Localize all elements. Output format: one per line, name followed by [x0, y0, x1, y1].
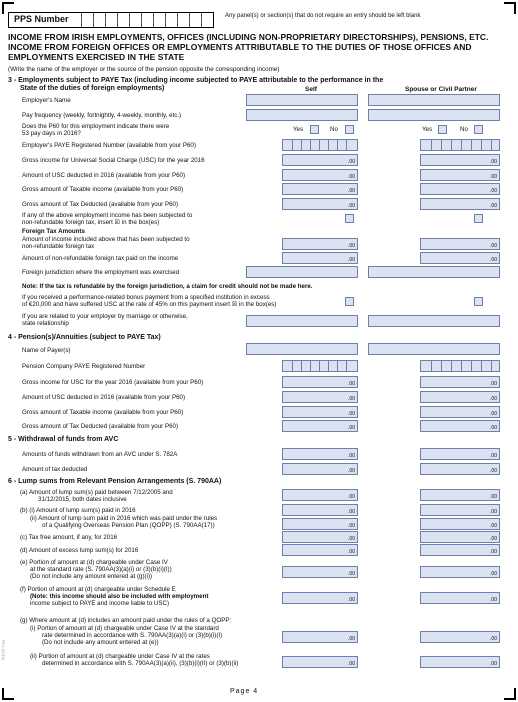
pay-frequency-label: Pay frequency (weekly, fortnightly, 4-weekly, monthly, etc.): [22, 112, 182, 119]
spouse-relationship-input[interactable]: [368, 315, 500, 327]
self-tax-free-c-input[interactable]: .00: [282, 531, 358, 543]
spouse-no-label: No: [460, 126, 468, 133]
refundable-tax-note: Note: If the tax is refundable by the foreign jurisdiction, a claim for credit should not be made here.: [22, 283, 313, 290]
self-avc-tax-deducted-input[interactable]: .00: [282, 463, 358, 475]
crop-mark-bottom-left: [2, 688, 14, 700]
spouse-lump-sum-a-input[interactable]: .00: [420, 489, 500, 501]
spouse-tax-free-c-input[interactable]: .00: [420, 531, 500, 543]
spouse-53-days-yes-checkbox[interactable]: [438, 125, 447, 134]
spouse-lump-sum-bi-input[interactable]: .00: [420, 504, 500, 516]
self-payer-name-input[interactable]: [246, 343, 358, 355]
foreign-tax-amounts-heading: Foreign Tax Amounts: [22, 228, 85, 235]
spouse-avc-withdrawn-input[interactable]: .00: [420, 448, 500, 460]
foreign-jurisdiction-label: Foreign jurisdiction where the employment was exercised: [22, 269, 180, 276]
self-employer-paye-input[interactable]: [282, 139, 358, 151]
self-foreign-jurisdiction-input[interactable]: [246, 266, 358, 278]
spouse-income-subjected-input[interactable]: .00: [420, 238, 500, 250]
spouse-qopp-gii-input[interactable]: .00: [420, 656, 500, 668]
spouse-qopp-gi-input[interactable]: .00: [420, 631, 500, 643]
spouse-bonus-usc-checkbox[interactable]: [474, 297, 483, 306]
bonus-usc-label: If you received a performance-related bonus payment from a specified institution in excess: [22, 294, 270, 301]
self-lump-sum-bi-input[interactable]: .00: [282, 504, 358, 516]
self-pay-frequency-input[interactable]: [246, 109, 358, 121]
spouse-gross-usc-input[interactable]: .00: [420, 154, 500, 166]
self-usc-deducted-input[interactable]: .00: [282, 169, 358, 181]
section-3-heading-cont: State of the duties of foreign employments): [20, 85, 165, 92]
section-6-heading: 6 - Lump sums from Relevant Pension Arrangements (S. 790AA): [8, 478, 222, 485]
spouse-pension-tax-deducted-input[interactable]: .00: [420, 420, 500, 432]
section-4-heading: 4 - Pension(s)/Annuities (subject to PAYE Tax): [8, 334, 161, 341]
payer-name-label: Name of Payer(s): [22, 347, 71, 354]
spouse-pension-paye-input[interactable]: [420, 360, 500, 372]
avc-tax-deducted-label: Amount of tax deducted: [22, 466, 88, 473]
self-gross-taxable-input[interactable]: .00: [282, 183, 358, 195]
employer-name-label: Employer's Name: [22, 97, 71, 104]
crop-mark-bottom-right: [504, 688, 516, 700]
income-subjected-label-cont: non-refundable foreign tax: [22, 243, 95, 250]
section-5-heading: 5 - Withdrawal of funds from AVC: [8, 436, 119, 443]
qopp-gii-label: (ii) Portion of amount at (d) chargeable under Case IV at the rates: [30, 653, 210, 660]
pension-usc-deducted-label: Amount of USC deducted in 2016 (available from your P60): [22, 394, 186, 401]
qopp-g-label: (g) Where amount at (d) includes an amount paid under the rules of a QOPP:: [20, 617, 232, 624]
pension-tax-deducted-label: Gross amount of Tax Deducted (available from your P60): [22, 423, 179, 430]
spouse-employer-name-input[interactable]: [368, 94, 500, 106]
spouse-payer-name-input[interactable]: [368, 343, 500, 355]
qopp-gi-label-note: (Do not include any amount entered at (e)): [42, 639, 159, 646]
gross-usc-label: Gross income for Universal Social Charge (USC) for the year 2016: [22, 157, 205, 164]
lump-sum-bii-label: (ii) Amount of lump sum paid in 2016 which was paid under the rules: [30, 515, 218, 522]
case-iv-e-label: (e) Portion of amount at (d) chargeable under Case IV: [20, 559, 168, 566]
self-lump-sum-a-input[interactable]: .00: [282, 489, 358, 501]
spouse-foreign-tax-checkbox[interactable]: [474, 214, 483, 223]
self-excess-d-input[interactable]: .00: [282, 544, 358, 556]
spouse-avc-tax-deducted-input[interactable]: .00: [420, 463, 500, 475]
p60-53-days-label: Does the P60 for this employment indicate there were: [22, 123, 170, 130]
self-qopp-gii-input[interactable]: .00: [282, 656, 358, 668]
spouse-employer-paye-input[interactable]: [420, 139, 500, 151]
spouse-excess-d-input[interactable]: .00: [420, 544, 500, 556]
section-3-heading: 3 - Employments subject to PAYE Tax (including income subjected to PAYE attributable to the performance in the: [8, 77, 384, 84]
self-53-days-yes-checkbox[interactable]: [310, 125, 319, 134]
self-schedule-e-f-input[interactable]: .00: [282, 592, 358, 604]
lump-sum-bi-label: (b) (i) Amount of lump sum(s) paid in 2016: [20, 507, 136, 514]
qopp-gi-label-cont: rate determined in accordance with S. 790AA(3)(a)(i) or (3)(b)(i)(I): [42, 632, 223, 639]
spouse-pension-usc-deducted-input[interactable]: .00: [420, 391, 500, 403]
spouse-case-iv-e-input[interactable]: .00: [420, 566, 500, 578]
self-employer-name-input[interactable]: [246, 94, 358, 106]
foreign-tax-subjected-label: If any of the above employment income has been subjected to: [22, 212, 193, 219]
page-title: INCOME FROM IRISH EMPLOYMENTS, OFFICES (INCLUDING NON-PROPRIETARY DIRECTORSHIPS), PENSIONS, ETC. INCOME FROM FOREIGN OFFICES OR EMPLOYMENTS ATTRIBUTABLE TO THE DUTIES OF THOSE OFFICES AND EMPLOYMENTS EXERCISED IN THE STATE: [8, 32, 489, 62]
self-pension-usc-deducted-input[interactable]: .00: [282, 391, 358, 403]
case-iv-e-label-cont: at the standard rate (S. 790AA(3)(a)(i) or (3)(b)(i)(I)): [30, 566, 172, 573]
self-case-iv-e-input[interactable]: .00: [282, 566, 358, 578]
pension-gross-taxable-label: Gross amount of Taxable income (available from your P60): [22, 409, 184, 416]
self-foreign-tax-checkbox[interactable]: [345, 214, 354, 223]
p60-53-days-label-cont: 53 pay days in 2016?: [22, 130, 81, 137]
self-relationship-input[interactable]: [246, 315, 358, 327]
tax-free-c-label: (c) Tax free amount, if any, for 2016: [20, 534, 118, 541]
blank-panels-notice: Any panel(s) or section(s) that do not require an entry should be left blank: [225, 13, 421, 19]
related-employer-label-cont: state relationship: [22, 320, 69, 327]
self-yes-label: Yes: [293, 126, 304, 133]
pps-number-label: PPS Number: [14, 14, 69, 24]
pension-paye-label: Pension Company PAYE Registered Number: [22, 363, 146, 370]
qopp-gi-label: (i) Portion of amount at (d) chargeable under Case IV at the standard: [30, 625, 219, 632]
page-number: Page 4: [230, 688, 259, 695]
usc-deducted-label: Amount of USC deducted in 2016 (available from your P60): [22, 172, 186, 179]
schedule-e-f-label: (f) Portion of amount at (d) chargeable under Schedule E: [20, 586, 176, 593]
spouse-gross-tax-deducted-input[interactable]: .00: [420, 198, 500, 210]
foreign-tax-subjected-label-cont: non-refundable foreign tax, insert ☒ in the box(es): [22, 219, 160, 226]
lump-sum-a-label: (a) Amount of lump sum(s) paid between 7/12/2005 and: [20, 489, 173, 496]
spouse-53-days-no-checkbox[interactable]: [474, 125, 483, 134]
pps-number-field[interactable]: [8, 12, 214, 28]
self-qopp-gi-input[interactable]: .00: [282, 631, 358, 643]
self-lump-sum-bii-input[interactable]: .00: [282, 518, 358, 530]
self-income-subjected-input[interactable]: .00: [282, 238, 358, 250]
spouse-pension-gross-usc-input[interactable]: .00: [420, 376, 500, 388]
column-self: Self: [305, 86, 317, 93]
self-pension-tax-deducted-input[interactable]: .00: [282, 420, 358, 432]
self-gross-tax-deducted-input[interactable]: .00: [282, 198, 358, 210]
gross-taxable-label: Gross amount of Taxable income (available from your P60): [22, 186, 184, 193]
column-spouse: Spouse or Civil Partner: [405, 86, 477, 93]
excess-d-label: (d) Amount of excess lump sum(s) for 2016: [20, 547, 139, 554]
lump-sum-a-label-cont: 31/12/2015, both dates inclusive: [38, 496, 127, 503]
spouse-lump-sum-bii-input[interactable]: .00: [420, 518, 500, 530]
income-subjected-label: Amount of income included above that has been subjected to: [22, 236, 190, 243]
gross-tax-deducted-label: Gross amount of Tax Deducted (available from your P60): [22, 201, 179, 208]
self-bonus-usc-checkbox[interactable]: [345, 297, 354, 306]
crop-mark-top-right: [504, 2, 516, 14]
self-pension-paye-input[interactable]: [282, 360, 358, 372]
self-nonrefundable-tax-input[interactable]: .00: [282, 252, 358, 264]
self-gross-usc-input[interactable]: .00: [282, 154, 358, 166]
schedule-e-f-note-cont: income subject to PAYE and income liable to USC): [30, 600, 170, 607]
lump-sum-bii-label-cont: of a Qualifying Overseas Pension Plan (QOPP) (S. 790AA(17)): [42, 522, 215, 529]
employer-paye-label: Employer's PAYE Registered Number (available from your P60): [22, 142, 196, 149]
spouse-pay-frequency-input[interactable]: [368, 109, 500, 121]
self-avc-withdrawn-input[interactable]: .00: [282, 448, 358, 460]
spouse-usc-deducted-input[interactable]: .00: [420, 169, 500, 181]
pension-gross-usc-label: Gross income for USC for the year 2016 (available from your P60): [22, 379, 204, 386]
spouse-yes-label: Yes: [422, 126, 433, 133]
related-employer-label: If you are related to your employer by marriage or otherwise,: [22, 313, 188, 320]
page-subtitle: (Write the name of the employer or the source of the pension opposite the corresponding income): [8, 66, 280, 73]
spouse-pension-gross-taxable-input[interactable]: .00: [420, 406, 500, 418]
nonrefundable-tax-label: Amount of non-refundable foreign tax paid on the income: [22, 255, 179, 262]
schedule-e-f-note: (Note: this income should also be included with employment: [30, 593, 209, 600]
spouse-nonrefundable-tax-input[interactable]: .00: [420, 252, 500, 264]
spouse-gross-taxable-input[interactable]: .00: [420, 183, 500, 195]
form-code: RF1 (2016): [1, 640, 6, 661]
avc-withdrawn-label: Amounts of funds withdrawn from an AVC under S. 782A: [22, 451, 178, 458]
self-53-days-no-checkbox[interactable]: [345, 125, 354, 134]
qopp-gii-label-cont: determined in accordance with S. 790AA(3)(a)(ii), (3)(b)(i)(II) or (3)(b)(ii): [42, 660, 239, 667]
case-iv-e-label-note: (Do not include any amount entered at (g)(i)): [30, 573, 153, 580]
bonus-usc-label-cont: of €20,000 and have suffered USC at the rate of 45% on this payment insert ☒ in the box(es): [22, 301, 277, 308]
self-pension-gross-usc-input[interactable]: .00: [282, 376, 358, 388]
spouse-foreign-jurisdiction-input[interactable]: [368, 266, 500, 278]
spouse-schedule-e-f-input[interactable]: .00: [420, 592, 500, 604]
self-no-label: No: [330, 126, 338, 133]
self-pension-gross-taxable-input[interactable]: .00: [282, 406, 358, 418]
